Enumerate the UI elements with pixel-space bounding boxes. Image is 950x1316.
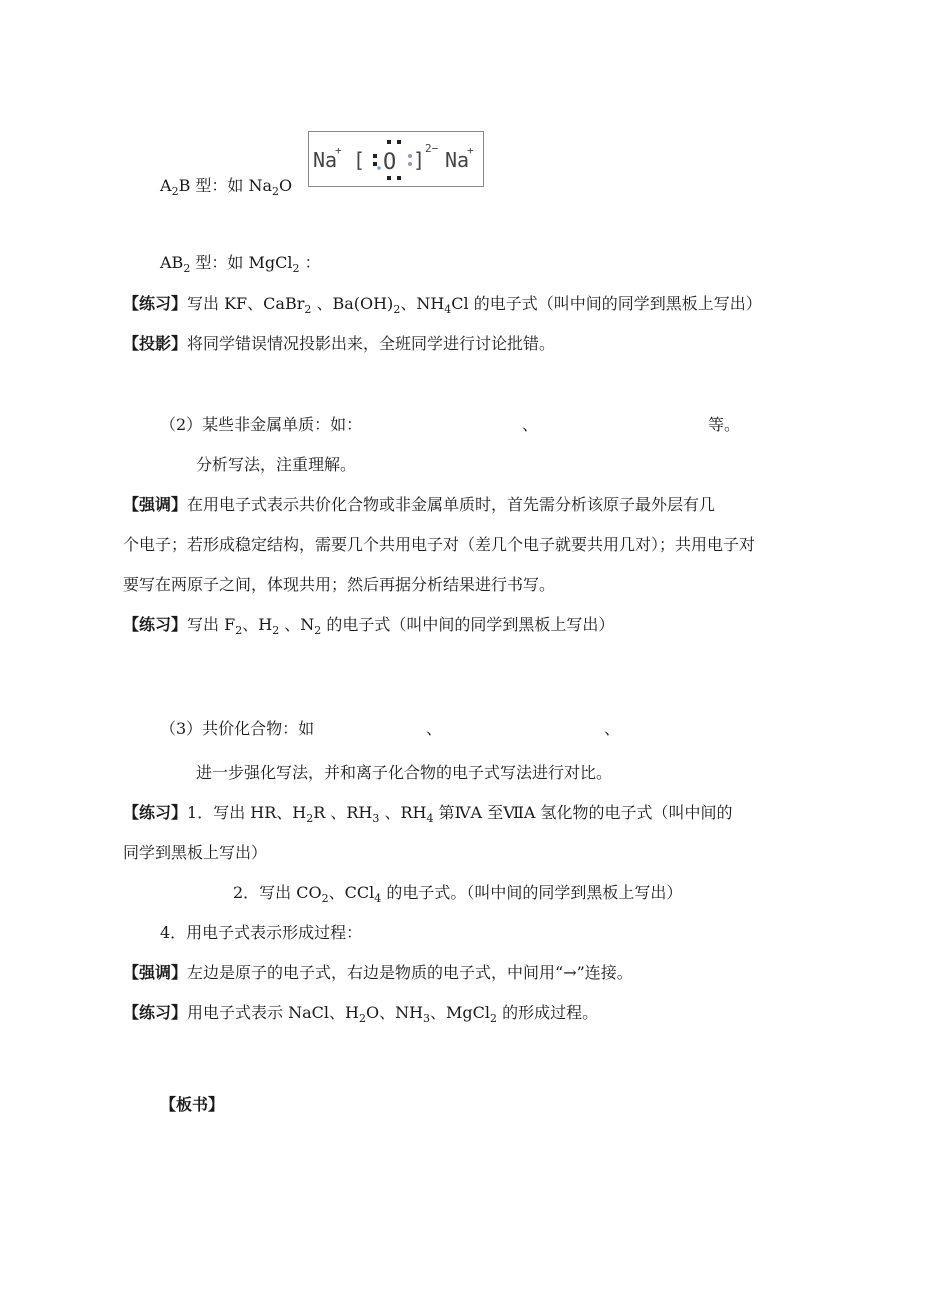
separator: 、	[604, 719, 621, 738]
text-end: 等。	[708, 415, 741, 434]
text: 的形成过程。	[497, 1003, 599, 1022]
plus-right-charge: +	[467, 144, 474, 157]
line-nonmetal-elements	[160, 415, 760, 435]
separator: 、	[426, 719, 443, 738]
subscript: 3	[423, 1012, 431, 1025]
na2o-electron-formula-image	[308, 131, 484, 187]
text: （2）某些非金属单质：如：	[160, 415, 363, 434]
line-exercise-1	[123, 294, 762, 314]
subscript: 2	[171, 185, 179, 198]
separator: 、	[522, 415, 539, 434]
tag-emphasis: 【强调】	[123, 495, 188, 514]
text: 、N	[279, 615, 315, 634]
text: O、NH	[365, 1003, 424, 1022]
tag-projection: 【投影】	[123, 334, 188, 353]
text: 、CCl	[328, 883, 375, 902]
subscript: 2	[183, 262, 191, 275]
line-formation-process	[160, 923, 362, 943]
line-exercise-4	[123, 1003, 598, 1023]
line-ab2-type	[160, 253, 321, 273]
text: 个电子；若形成稳定结构，需要几个共用电子对（差几个电子就要共用几对）；共用电子对	[123, 535, 756, 554]
line-exercise-2	[123, 615, 614, 635]
line-blackboard	[160, 1095, 224, 1115]
text: （3）共价化合物：如	[160, 719, 315, 738]
line-a2b-type	[160, 176, 292, 196]
subscript: 2	[393, 303, 401, 316]
text: 1．写出 HR、H	[187, 803, 307, 822]
text: AB	[160, 253, 184, 272]
subscript: 2	[306, 812, 314, 825]
na-right-symbol: Na	[445, 148, 470, 172]
tag-exercise: 【练习】	[123, 615, 188, 634]
subscript: 3	[372, 812, 380, 825]
subscript: 4	[444, 303, 452, 316]
text: 2．写出 CO	[233, 883, 322, 902]
tag-exercise: 【练习】	[123, 294, 188, 313]
text: Cl 的电子式（叫中间的同学到黑板上写出）	[451, 294, 762, 313]
text: 型：如 MgCl	[190, 253, 293, 272]
tag-blackboard: 【板书】	[160, 1095, 225, 1114]
text: 同学到黑板上写出）	[123, 843, 268, 862]
subscript: 2	[292, 262, 300, 275]
text: B 型：如 Na	[178, 176, 273, 195]
line-emphasis-3	[123, 575, 555, 595]
tag-emphasis: 【强调】	[123, 963, 188, 982]
text: 进一步强化写法，并和离子化合物的电子式写法进行对比。	[196, 763, 613, 782]
text: 4．用电子式表示形成过程：	[160, 923, 363, 942]
text: 要写在两原子之间，体现共用；然后再据分析结果进行书写。	[123, 575, 556, 594]
bracket-open: [	[353, 148, 366, 172]
text: R 、RH	[313, 803, 373, 822]
text: 第ⅣA 至ⅦA 氢化物的电子式（叫中间的	[433, 803, 733, 822]
subscript: 2	[272, 185, 280, 198]
charge-2-minus: 2−	[425, 142, 439, 155]
formula-drawing	[309, 132, 483, 186]
subscript: 2	[314, 624, 322, 637]
line-projection	[123, 334, 555, 354]
tag-exercise: 【练习】	[123, 803, 188, 822]
subscript: 2	[490, 1012, 498, 1025]
line-further	[196, 763, 612, 783]
text: 将同学错误情况投影出来，全班同学进行讨论批错。	[187, 334, 556, 353]
line-emphasis-2	[123, 535, 755, 555]
subscript: 2	[235, 624, 243, 637]
text: 、NH	[400, 294, 445, 313]
line-analysis	[196, 455, 356, 475]
subscript: 2	[321, 892, 329, 905]
text: 的电子式。（叫中间的同学到黑板上写出）	[381, 883, 683, 902]
line-covalent-compounds	[160, 719, 660, 739]
bracket-close: ]	[413, 148, 426, 172]
text: 、H	[242, 615, 273, 634]
subscript: 2	[304, 303, 312, 316]
text: 、MgCl	[430, 1003, 491, 1022]
line-emphasis-1	[123, 495, 715, 515]
subscript: 4	[374, 892, 382, 905]
text: 分析写法，注重理解。	[196, 455, 357, 474]
text: ：	[299, 253, 321, 272]
subscript: 4	[426, 812, 434, 825]
subscript: 2	[272, 624, 280, 637]
subscript: 2	[358, 1012, 366, 1025]
text: 在用电子式表示共价化合物或非金属单质时，首先需分析该原子最外层有几	[187, 495, 716, 514]
line-exercise-3b	[233, 883, 682, 903]
text: 的电子式（叫中间的同学到黑板上写出）	[321, 615, 615, 634]
text: 写出 F	[187, 615, 236, 634]
line-exercise-3	[123, 803, 733, 823]
text: 左边是原子的电子式，右边是物质的电子式，中间用“→”连接。	[187, 963, 633, 982]
text: O	[279, 176, 293, 195]
text: 用电子式表示 NaCl、H	[187, 1003, 359, 1022]
line-emphasis-arrow	[123, 963, 633, 983]
plus-left-charge: +	[335, 144, 342, 157]
text: 、RH	[379, 803, 427, 822]
text: 写出 KF、CaBr	[187, 294, 305, 313]
tag-exercise: 【练习】	[123, 1003, 188, 1022]
line-exercise-3-cont	[123, 843, 267, 863]
oxygen-symbol: O	[383, 150, 397, 175]
text: 、Ba(OH)	[311, 294, 394, 313]
text: A	[160, 176, 172, 195]
na-left-symbol: Na	[313, 148, 338, 172]
